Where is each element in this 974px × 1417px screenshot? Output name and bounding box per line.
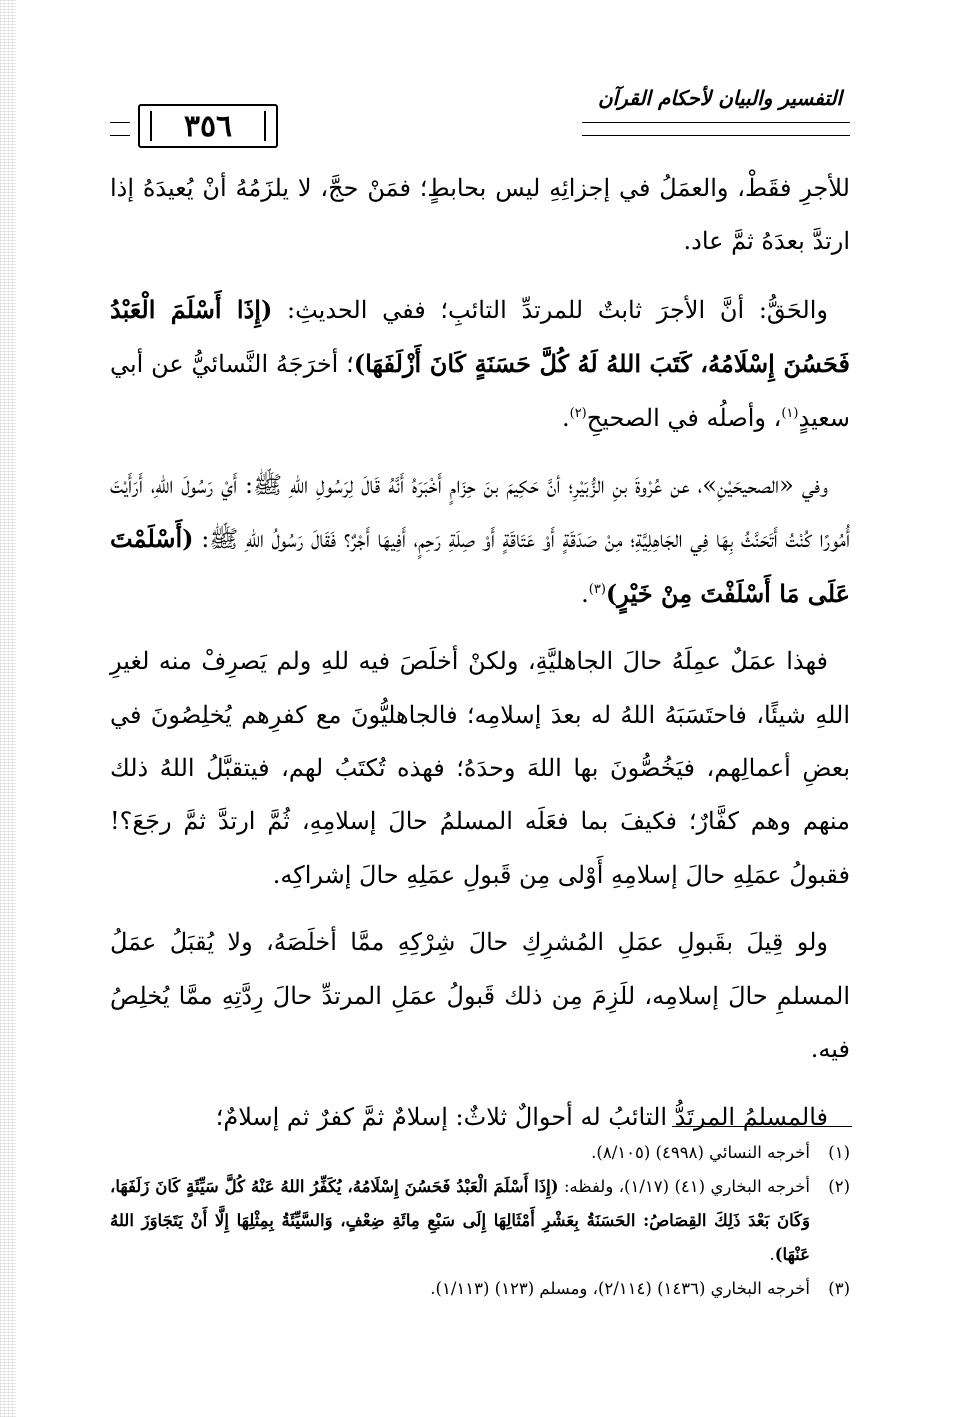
footnote-ref[interactable]: (١) bbox=[781, 405, 799, 421]
paragraph-text: ، وأصلُه في الصحيحِ bbox=[586, 403, 782, 432]
header-rule bbox=[110, 122, 130, 123]
page-number: ٣٥٦ bbox=[183, 108, 233, 144]
footnote-ref[interactable]: (٢) bbox=[569, 405, 587, 421]
footnote-text: أخرجه البخاري (١٤٣٦) (٢/١١٤)، ومسلم (١٢٣) (١/١١٣). bbox=[430, 1279, 810, 1298]
paragraph-text: ولو قِيلَ بقَبولِ عمَلِ المُشرِكِ حالَ شِرْكِهِ ممَّا أخلَصَهُ، ولا يُقبَلُ عمَلُ المسلمِ حالَ إسلامِه، للَزِمَ مِن ذلك قَبولُ عمَلِ المرتدِّ حالَ رِدَّتِهِ ممَّا يُخلِصُ فيه. bbox=[110, 928, 850, 1064]
paragraph-text: ؛ أخرَجَهُ النَّسائيُّ عن أبي سعيدٍ bbox=[110, 350, 850, 432]
paragraph-text: فهذا عمَلٌ عمِلَهُ حالَ الجاهليَّةِ، ولكنْ أخلَصَ فيه للهِ ولم يَصرِفْ منه لغيرِ اللهِ شيئًا، فاحتَسَبَهُ اللهُ له بعدَ إسلامِه؛ فالجاهليُّونَ مع كفرِهم يُخلِصُونَ في بعضِ أعمالِهم، فيَخُصُّونَ بها اللهَ وحدَهُ؛ فهذه تُكتَبُ لهم، فيتقبَّلُ اللهُ ذلك منهم وهم كفَّارٌ؛ فكيفَ بما فعَلَه المسلمُ حالَ إسلامِهِ، ثُمَّ ارتدَّ ثمَّ رجَعَ؟! فقبولُ عمَلِهِ حالَ إسلامِهِ أَوْلى مِن قَبولِ عمَلِهِ حالَ إشراكِه. bbox=[110, 647, 850, 889]
book-title: التفسير والبيان لأحكام القرآن bbox=[597, 86, 843, 110]
paragraph bbox=[110, 635, 850, 902]
hadith-quote: (إِذَا أَسْلَمَ الْعَبْدُ فَحَسُنَ إِسْلَامُهُ، يُكَفِّرُ اللهُ عَنْهُ كُلَّ سَيِّئَةٍ كَانَ زَلَفَهَا، وَكَانَ بَعْدَ ذَلِكَ القِصَاصُ: الحَسَنَةُ بِعَشْرِ أَمْثَالِهَا إِلَى سَبْعِ مِائَةِ ضِعْفٍ، وَالسَّيِّئَةُ بِمِثْلِهَا إِلَّا أَنْ يَتَجَاوَزَ اللهُ عَنْهَا) bbox=[110, 1177, 810, 1264]
footnote-text bbox=[110, 1170, 810, 1272]
footnote-item bbox=[110, 1170, 850, 1272]
header-rule bbox=[582, 122, 850, 123]
hadith-quote: (إِذَا أَسْلَمَ الْعَبْدُ فَحَسُنَ إِسْلَامُهُ، كَتَبَ اللهُ لَهُ كُلَّ حَسَنَةٍ كَانَ أَزْلَفَهَا) bbox=[110, 294, 850, 379]
page-number-box bbox=[138, 104, 278, 148]
paragraph bbox=[110, 459, 850, 621]
hadith-quote: (أَسْلَمْتَ عَلَى مَا أَسْلَفْتَ مِنْ خَيْرٍ) bbox=[110, 524, 850, 608]
footnote-ref[interactable]: (٣) bbox=[588, 581, 606, 597]
footnotes bbox=[110, 1136, 850, 1306]
page-header bbox=[110, 86, 850, 146]
footnote-number: (٣) bbox=[828, 1279, 850, 1298]
footnote-item bbox=[110, 1272, 850, 1306]
footnote-text-part: أخرجه البخاري (٤١) (١/١٧)، ولفظه: bbox=[564, 1177, 811, 1196]
paragraph-text: . bbox=[561, 403, 570, 432]
footnote-text-part: . bbox=[769, 1245, 775, 1264]
footnote-number: (٢) bbox=[828, 1177, 850, 1196]
paragraph bbox=[110, 283, 850, 445]
footnote-text: أخرجه النسائي (٤٩٩٨) (٨/١٠٥). bbox=[591, 1143, 810, 1162]
paragraph-text: . bbox=[581, 579, 589, 608]
header-rule bbox=[582, 135, 850, 136]
paragraph-text: وفي «الصحيحَيْنِ»، عن عُرْوةَ بنِ الزُّبَيْرِ؛ أنَّ حَكِيمَ بنَ حِزَامٍ أَخْبَرَهُ أَنَّهُ قَالَ لِرَسُولِ اللهِ ﷺ: أَيْ رَسُولَ اللهِ، أَرَأَيْتَ أُمُورًا كُنْتُ أَتَحَنَّثُ بِهَا فِي الجَاهِلِيَّةِ؛ مِنْ صَدَقَةٍ أَوْ عَتَاقَةٍ أَوْ صِلَةِ رَحِمٍ، أَفِيهَا أَجْرٌ؟ فَقَالَ رَسُولُ اللهِ ﷺ: bbox=[110, 471, 850, 554]
paragraph-text: والحَقُّ: أنَّ الأجرَ ثابتٌ للمرتدِّ التائبِ؛ ففي الحديثِ: bbox=[286, 295, 828, 324]
paragraph-text: للأجرِ فقَطْ، والعمَلُ في إجزائِهِ ليس بحابطٍ؛ فمَنْ حجَّ، لا يلزَمُهُ أنْ يُعيدَهُ إذا ارتدَّ بعدَهُ ثمَّ عاد. bbox=[110, 174, 850, 256]
paragraph bbox=[110, 162, 850, 269]
paragraph bbox=[110, 916, 850, 1076]
footnote-item bbox=[110, 1136, 850, 1170]
footnote-separator bbox=[672, 1126, 852, 1127]
footnote-number: (١) bbox=[828, 1143, 850, 1162]
header-rule bbox=[110, 135, 130, 136]
scan-edge bbox=[0, 0, 16, 1417]
body-text bbox=[110, 162, 850, 1158]
paragraph-text: فالمسلمُ المرتَدُّ التائبُ له أحوالٌ ثلاثٌ: إسلامٌ ثمَّ كفرٌ ثم إسلامٌ؛ bbox=[215, 1102, 828, 1131]
